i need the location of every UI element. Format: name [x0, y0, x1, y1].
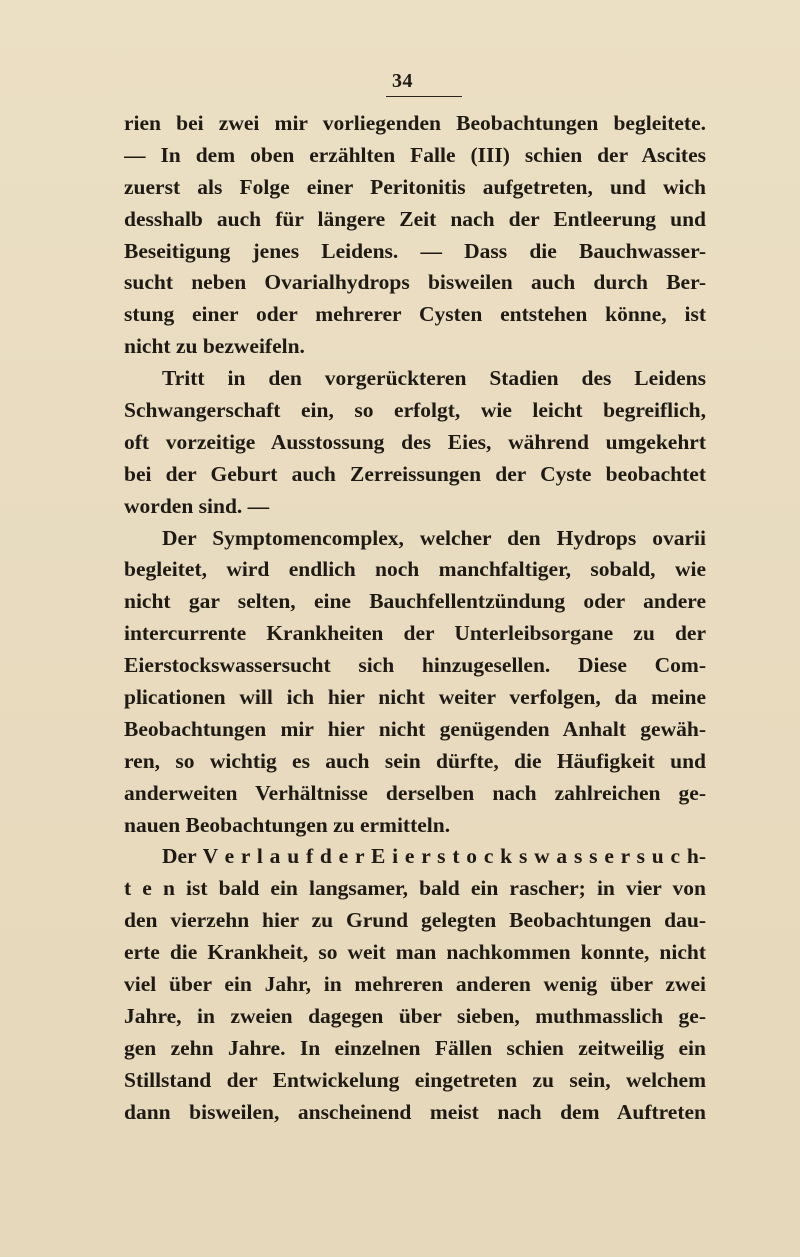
text-line: Der V e r l a u f d e r E i e r s t o c k s w a s s e r s u c h-	[162, 844, 706, 869]
text-line: sucht neben Ovarialhydrops bisweilen auch durch Ber-	[124, 270, 706, 295]
text-line: nauen Beobachtungen zu ermitteln.	[124, 812, 451, 837]
text-line: erte die Krankheit, so weit man nachkommen konnte, nicht	[124, 940, 706, 965]
text-line: Tritt in den vorgerückteren Stadien des Leidens	[162, 366, 706, 391]
text-line: stung einer oder mehrerer Cysten entstehen könne, ist	[124, 302, 706, 327]
text-line: ren, so wichtig es auch sein dürfte, die Häufigkeit und	[124, 748, 706, 773]
text-line: bei der Geburt auch Zerreissungen der Cyste beobachtet	[124, 461, 706, 486]
text-line: anderweiten Verhältnisse derselben nach zahlreichen ge-	[124, 780, 706, 805]
text-line: nicht zu bezweifeln.	[124, 334, 305, 359]
text-line: Eierstockswassersucht sich hinzugesellen. Diese Com-	[124, 653, 706, 678]
text-line: viel über ein Jahr, in mehreren anderen wenig über zwei	[124, 972, 706, 997]
text-line: Schwangerschaft ein, so erfolgt, wie leicht begreiflich,	[124, 398, 706, 423]
text-line: zuerst als Folge einer Peritonitis aufgetreten, und wich	[124, 174, 706, 199]
text-line: worden sind. —	[124, 493, 270, 518]
text-line: Stillstand der Entwickelung eingetreten zu sein, welchem	[124, 1067, 706, 1092]
text-line: begleitet, wird endlich noch manchfaltiger, sobald, wie	[124, 557, 706, 582]
text-line: den vierzehn hier zu Grund gelegten Beobachtungen dau-	[124, 908, 706, 933]
text-line: — In dem oben erzählten Falle (III) schien der Ascites	[124, 142, 706, 167]
text-line: intercurrente Krankheiten der Unterleibsorgane zu der	[124, 621, 706, 646]
text-line: plicationen will ich hier nicht weiter verfolgen, da meine	[124, 685, 706, 710]
body-text	[124, 108, 706, 1129]
text-line: desshalb auch für längere Zeit nach der Entleerung und	[124, 206, 706, 231]
text-line: dann bisweilen, anscheinend meist nach dem Auftreten	[124, 1099, 706, 1124]
text-line: Beseitigung jenes Leidens. — Dass die Bauchwasser-	[124, 238, 706, 263]
page-number: 34	[386, 70, 462, 97]
text-line: Jahre, in zweien dagegen über sieben, muthmasslich ge-	[124, 1003, 706, 1028]
text-line: rien bei zwei mir vorliegenden Beobachtungen begleitete.	[124, 111, 706, 135]
text-line: Der Symptomencomplex, welcher den Hydrops ovarii	[162, 525, 706, 550]
text-line: gen zehn Jahre. In einzelnen Fällen schien zeitweilig ein	[124, 1035, 706, 1060]
text-line: Beobachtungen mir hier nicht genügenden Anhalt gewäh-	[124, 716, 706, 741]
text-line: nicht gar selten, eine Bauchfellentzündung oder andere	[124, 589, 706, 614]
text-line: t e n ist bald ein langsamer, bald ein rascher; in vier von	[124, 876, 706, 901]
text-line: oft vorzeitige Ausstossung des Eies, während umgekehrt	[124, 429, 706, 454]
